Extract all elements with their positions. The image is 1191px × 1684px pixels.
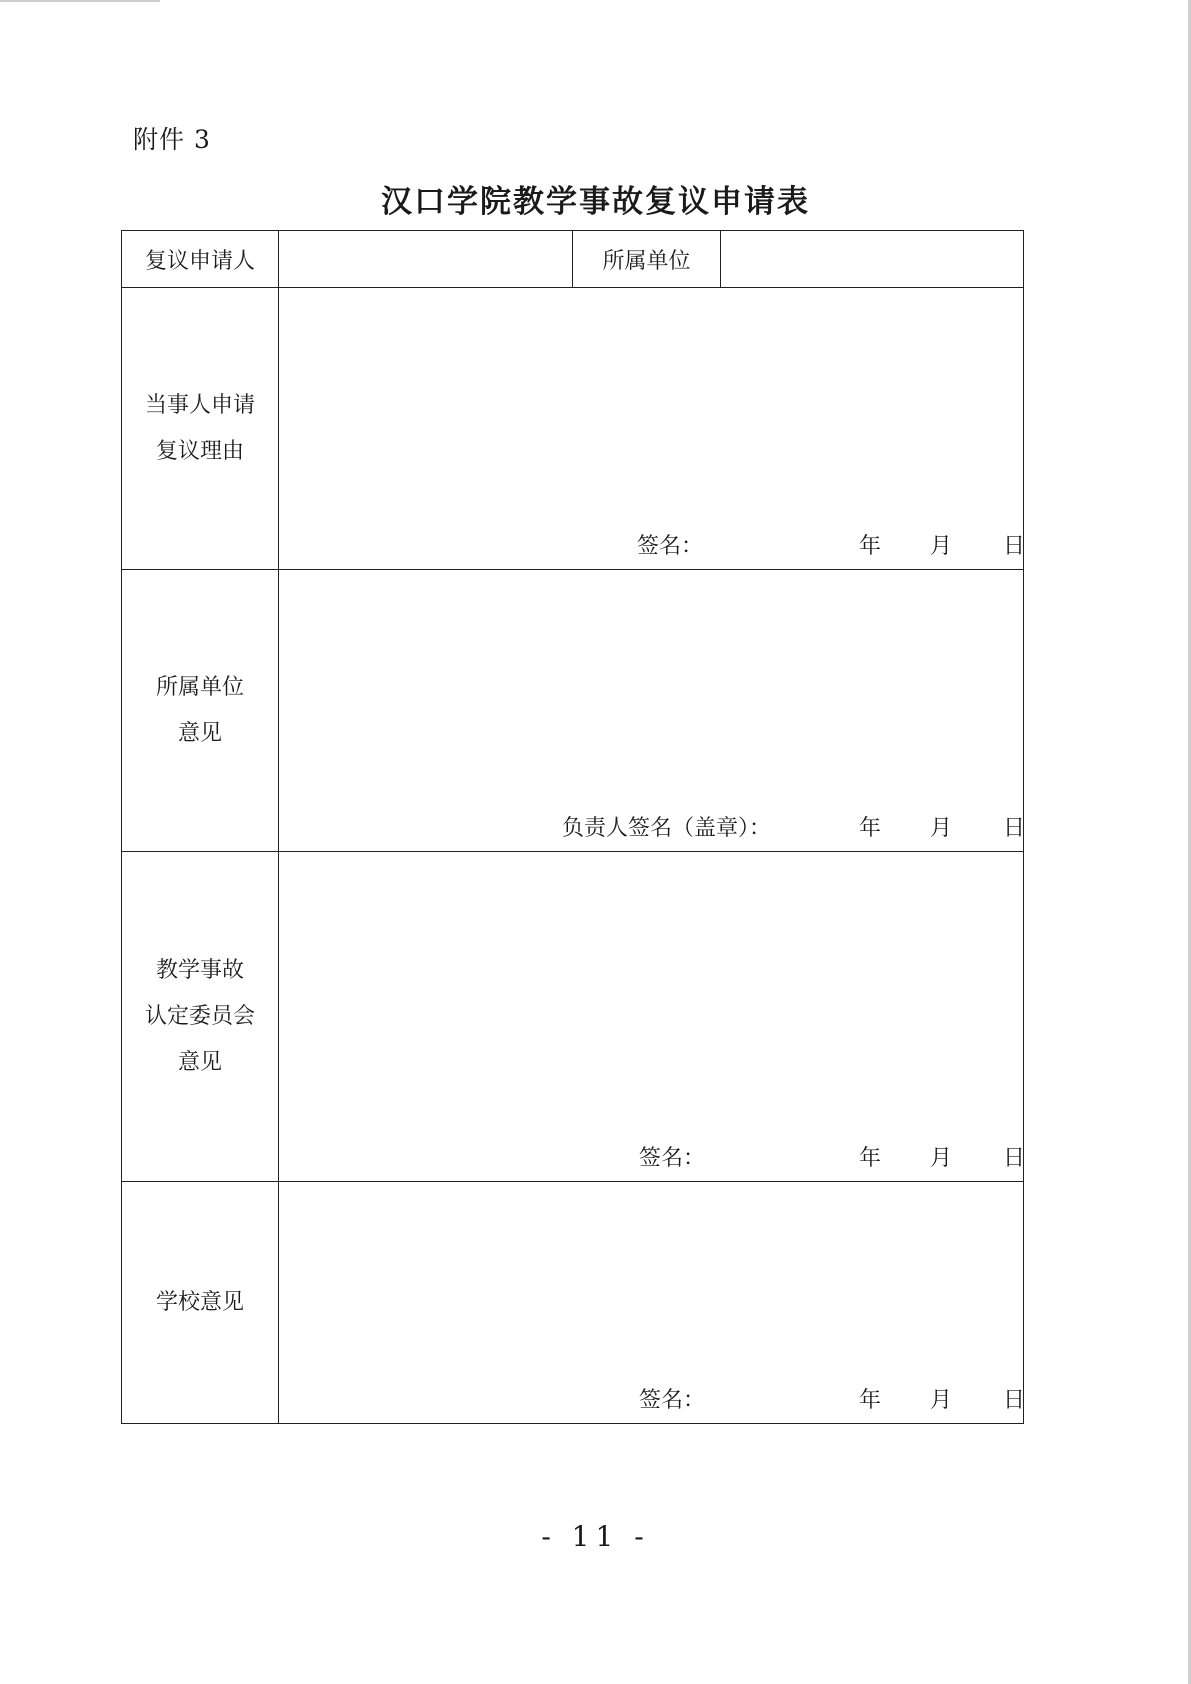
signature-label: 负责人签名（盖章）： — [561, 816, 771, 841]
signature-line — [279, 1383, 1026, 1415]
month-label: 月 — [930, 534, 953, 559]
day-label: 日 — [1003, 1146, 1026, 1171]
committee-opinion-content[interactable] — [279, 852, 1024, 1182]
label-line: 意见 — [177, 720, 222, 746]
applicant-label: 复议申请人 — [122, 231, 279, 288]
label-line: 学校意见 — [155, 1289, 244, 1315]
section-label-unit-opinion — [122, 570, 279, 852]
page-title: 汉口学院教学事故复议申请表 — [381, 184, 810, 220]
year-label: 年 — [859, 816, 882, 841]
unit-label: 所属单位 — [573, 231, 721, 288]
day-label: 日 — [1003, 816, 1026, 841]
attachment-label: 附件 3 — [133, 125, 211, 154]
year-label: 年 — [859, 534, 882, 559]
unit-opinion-content[interactable] — [279, 570, 1024, 852]
label-line: 意见 — [177, 1049, 222, 1075]
application-form — [121, 230, 1024, 1424]
label-line: 认定委员会 — [144, 1003, 255, 1029]
reason-content[interactable] — [279, 288, 1024, 570]
signature-label: 签名： — [638, 1146, 705, 1171]
month-label: 月 — [930, 816, 953, 841]
label-line: 复议理由 — [155, 438, 244, 464]
unit-field[interactable] — [721, 231, 1024, 288]
day-label: 日 — [1003, 534, 1026, 559]
label-line: 所属单位 — [155, 674, 244, 700]
section-label-committee-opinion — [122, 852, 279, 1182]
applicant-field[interactable] — [279, 231, 573, 288]
signature-line — [279, 529, 1026, 561]
school-opinion-content[interactable] — [279, 1182, 1024, 1424]
year-label: 年 — [859, 1146, 882, 1171]
header-row — [122, 231, 1024, 288]
page-number: - 11 - — [541, 1520, 650, 1553]
month-label: 月 — [930, 1388, 953, 1413]
page-edge-top — [0, 0, 160, 2]
day-label: 日 — [1003, 1388, 1026, 1413]
signature-line — [279, 811, 1026, 843]
label-line: 教学事故 — [155, 957, 244, 983]
month-label: 月 — [930, 1146, 953, 1171]
section-label-school-opinion — [122, 1182, 279, 1424]
year-label: 年 — [859, 1388, 882, 1413]
signature-line — [279, 1141, 1026, 1173]
section-row-reason — [122, 288, 1024, 570]
section-row-unit-opinion — [122, 570, 1024, 852]
section-row-school-opinion — [122, 1182, 1024, 1424]
label-line: 当事人申请 — [144, 392, 255, 418]
section-label-reason — [122, 288, 279, 570]
signature-label: 签名： — [636, 534, 703, 559]
signature-label: 签名： — [638, 1388, 705, 1413]
section-row-committee-opinion — [122, 852, 1024, 1182]
